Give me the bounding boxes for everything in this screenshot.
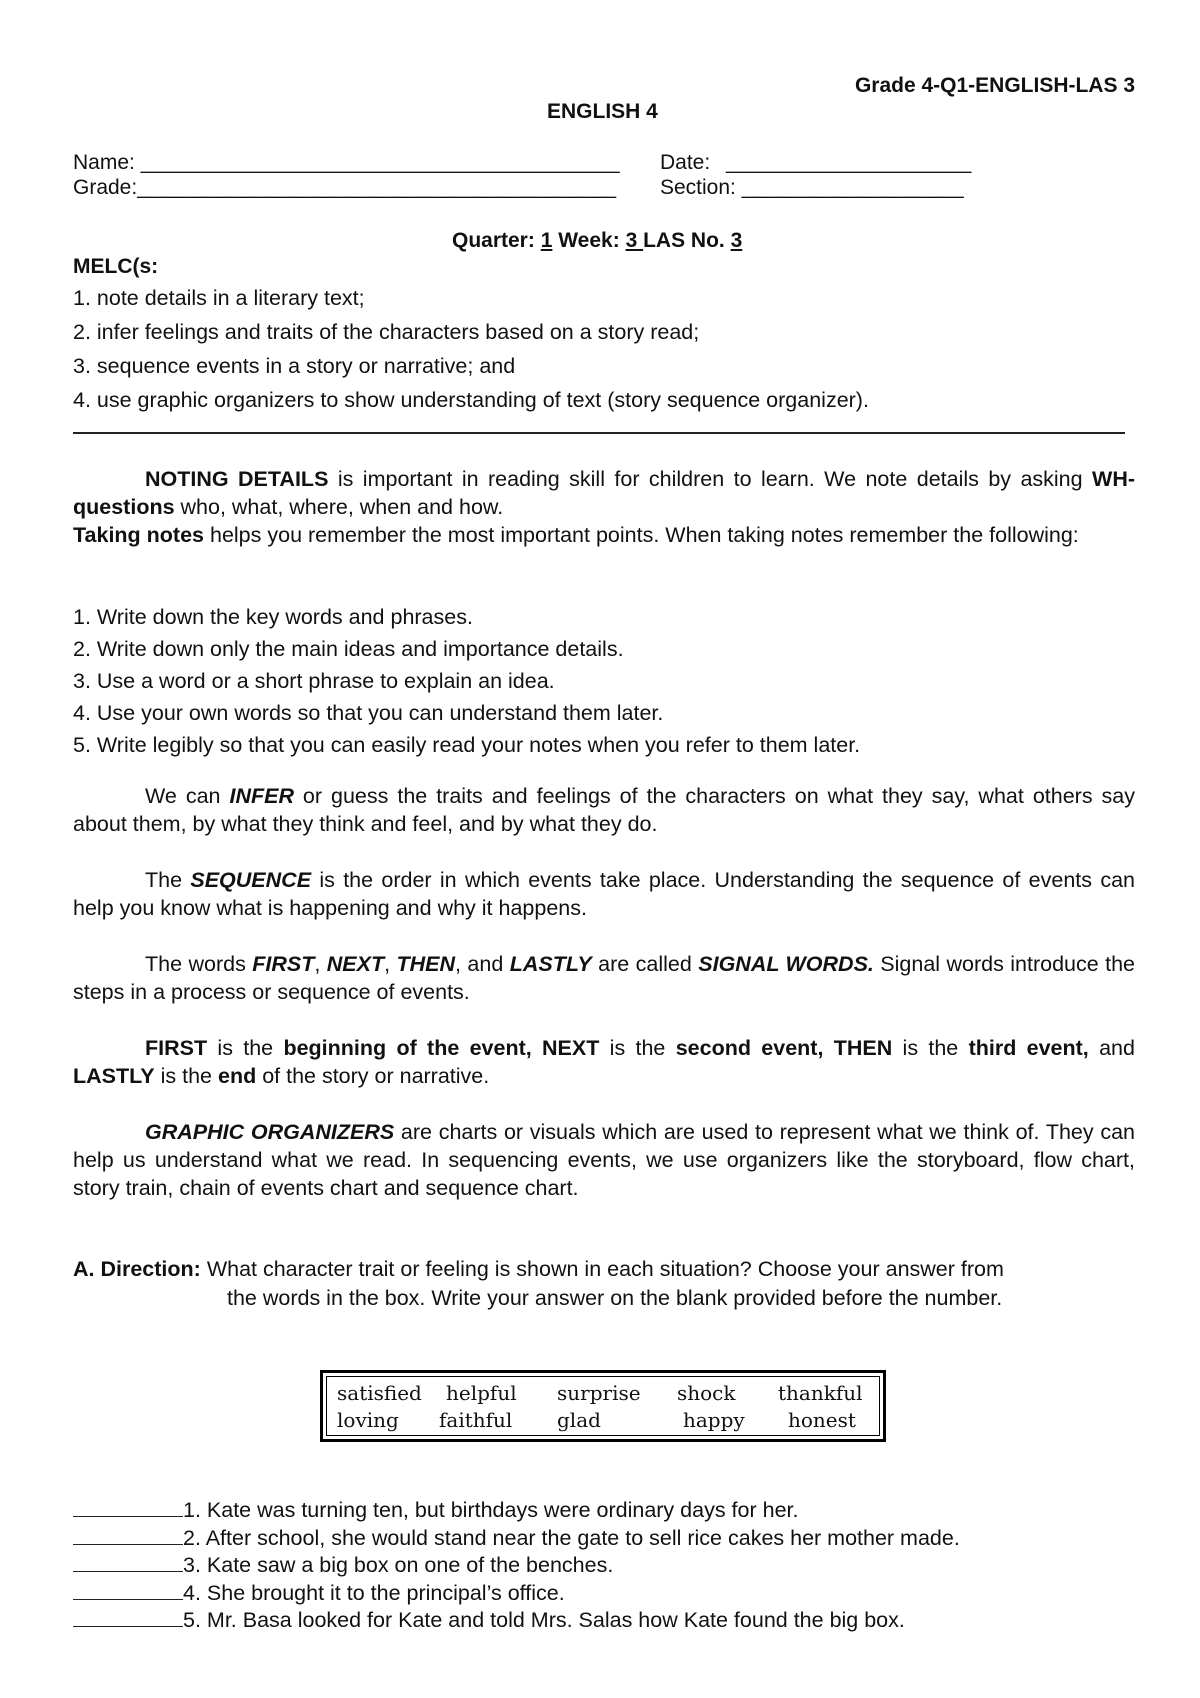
direction-line-1 (73, 1257, 1004, 1282)
word-choice: happy (683, 1408, 745, 1432)
question-text: 3. Kate saw a big box on one of the benches. (183, 1553, 614, 1577)
question-list (73, 1497, 960, 1635)
melc-item: 4. use graphic organizers to show understanding of text (story sequence organizer). (73, 388, 869, 412)
first-text-6: of the story or narrative. (256, 1064, 490, 1088)
first-text: is the (207, 1036, 284, 1060)
word-choice: loving (337, 1408, 399, 1432)
question-text: 2. After school, she would stand near the gate to sell rice cakes her mother made. (183, 1525, 960, 1550)
signal-then: THEN (396, 952, 456, 976)
signal-sep: , (384, 952, 397, 976)
grade-label: Grade: (73, 176, 138, 199)
signal-text-3: Signal words introduce the steps in a process or sequence of events. (73, 952, 1136, 1004)
week-value: 3 (625, 229, 644, 252)
divider (73, 432, 1125, 434)
word-choice: glad (557, 1408, 601, 1432)
signal-next: NEXT (326, 952, 385, 976)
signal-text-2: are called (591, 952, 699, 976)
las-value: 3 (730, 229, 743, 252)
answer-blank[interactable] (73, 1581, 183, 1600)
section-line: ___________________ (741, 176, 964, 199)
noting-text-2: who, what, where, when and how. (174, 495, 504, 519)
noting-text: is important in reading skill for children to learn. We note details by asking (328, 467, 1093, 491)
notes-list (73, 601, 860, 761)
quarter-value: 1 (540, 229, 553, 252)
first-text-2: is the (599, 1036, 676, 1060)
direction-text: What character trait or feeling is shown in each situation? Choose your answer from (206, 1257, 1004, 1281)
grade-line: _________________________________________ (137, 176, 617, 199)
second-term: second event, THEN (675, 1036, 893, 1060)
quarter-week-las (452, 229, 742, 253)
signal-lastly: LASTLY (509, 952, 592, 976)
question-text: 4. She brought it to the principal’s office. (183, 1580, 565, 1605)
graphic-organizers-term: GRAPHIC ORGANIZERS (145, 1120, 395, 1144)
answer-blank[interactable] (73, 1608, 183, 1627)
lastly-term: LASTLY (73, 1064, 155, 1088)
quarter-label: Quarter: (452, 229, 535, 252)
signal-words-paragraph (73, 950, 1135, 1006)
question-item (73, 1580, 960, 1608)
las-label: LAS No. (643, 229, 725, 252)
melc-item: 1. note details in a literary text; (73, 286, 365, 310)
graphic-organizers-text: are charts or visuals which are used to represent what we think of. They can help us understand what we read. In sequencing events, we use organizers like the storyboard, flow chart, story train, chain of events chart and sequence chart. (73, 1120, 1135, 1200)
taking-notes-term: Taking notes (73, 523, 205, 547)
taking-notes-text: helps you remember the most important points. When taking notes remember the following: (204, 523, 1079, 547)
melc-list (73, 281, 869, 417)
name-label: Name: (73, 151, 135, 174)
end-term: end (217, 1064, 257, 1088)
answer-blank[interactable] (73, 1526, 183, 1545)
question-item (73, 1607, 960, 1635)
date-label: Date: (660, 151, 711, 174)
question-item (73, 1497, 960, 1525)
question-text: 1. Kate was turning ten, but birthdays were ordinary days for her. (183, 1498, 799, 1522)
signal-words-term: SIGNAL WORDS. (698, 952, 874, 976)
section-label: Section: (660, 176, 736, 199)
first-next-paragraph (73, 1034, 1135, 1090)
section-field[interactable] (660, 176, 964, 200)
question-text: 5. Mr. Basa looked for Kate and told Mrs. Salas how Kate found the big box. (183, 1608, 905, 1632)
first-text-3: is the (892, 1036, 969, 1060)
answer-blank[interactable] (73, 1553, 183, 1572)
answer-blank[interactable] (73, 1498, 183, 1517)
signal-sep: , and (455, 952, 510, 976)
list-item: 2. Write down only the main ideas and importance details. (73, 637, 624, 661)
sequence-term: SEQUENCE (190, 868, 312, 892)
signal-sep: , (314, 952, 327, 976)
sequence-text-2: is the order in which events take place. Understanding the sequence of events can help you know what is happening and why it happens. (73, 868, 1135, 920)
third-term: third event, (968, 1036, 1089, 1060)
melc-item: 3. sequence events in a story or narrative; and (73, 354, 516, 378)
document-code: Grade 4-Q1-ENGLISH-LAS 3 (854, 74, 1135, 97)
word-choice: satisfied (337, 1381, 422, 1405)
list-item: 1. Write down the key words and phrases. (73, 605, 473, 629)
question-item (73, 1552, 960, 1580)
wh-questions-term: WH-questions (73, 467, 1136, 519)
direction-line-2: the words in the box. Write your answer on the blank provided before the number. (227, 1286, 1003, 1310)
melc-item: 2. infer feelings and traits of the characters based on a story read; (73, 320, 700, 344)
word-choice: shock (677, 1381, 736, 1405)
document-title: ENGLISH 4 (547, 100, 658, 123)
grade-field[interactable] (73, 176, 616, 200)
list-item: 4. Use your own words so that you can understand them later. (73, 701, 664, 725)
date-field[interactable] (660, 151, 971, 175)
first-text-5: is the (154, 1064, 218, 1088)
infer-text-2: or guess the traits and feelings of the characters on what they say, what others say about them, by what they think and feel, and by what they do. (73, 784, 1135, 836)
date-line: _____________________ (726, 151, 972, 174)
word-choice: honest (788, 1408, 856, 1432)
word-choice: faithful (439, 1408, 513, 1432)
infer-term: INFER (229, 784, 294, 808)
sequence-text: The (145, 868, 191, 892)
graphic-organizers-paragraph (73, 1118, 1135, 1202)
signal-first: FIRST (252, 952, 315, 976)
name-line: _________________________________________ (140, 151, 620, 174)
word-box (320, 1370, 886, 1442)
name-field[interactable] (73, 151, 620, 175)
list-item: 3. Use a word or a short phrase to explain an idea. (73, 669, 555, 693)
word-choice: surprise (557, 1381, 641, 1405)
question-item (73, 1525, 960, 1553)
word-choice: helpful (446, 1381, 517, 1405)
word-choice: thankful (778, 1381, 863, 1405)
noting-details-paragraph (73, 465, 1135, 521)
beginning-term: beginning of the event, NEXT (283, 1036, 600, 1060)
taking-notes-paragraph (73, 521, 1135, 549)
first-term: FIRST (145, 1036, 208, 1060)
direction-label: A. Direction: (73, 1257, 201, 1281)
infer-text: We can (145, 784, 230, 808)
week-label: Week: (558, 229, 620, 252)
first-text-4: and (1088, 1036, 1135, 1060)
infer-paragraph (73, 782, 1135, 838)
list-item: 5. Write legibly so that you can easily read your notes when you refer to them later. (73, 733, 861, 757)
melc-heading: MELC(s: (73, 255, 159, 278)
signal-text: The words (145, 952, 253, 976)
noting-details-term: NOTING DETAILS (145, 467, 329, 491)
sequence-paragraph (73, 866, 1135, 922)
